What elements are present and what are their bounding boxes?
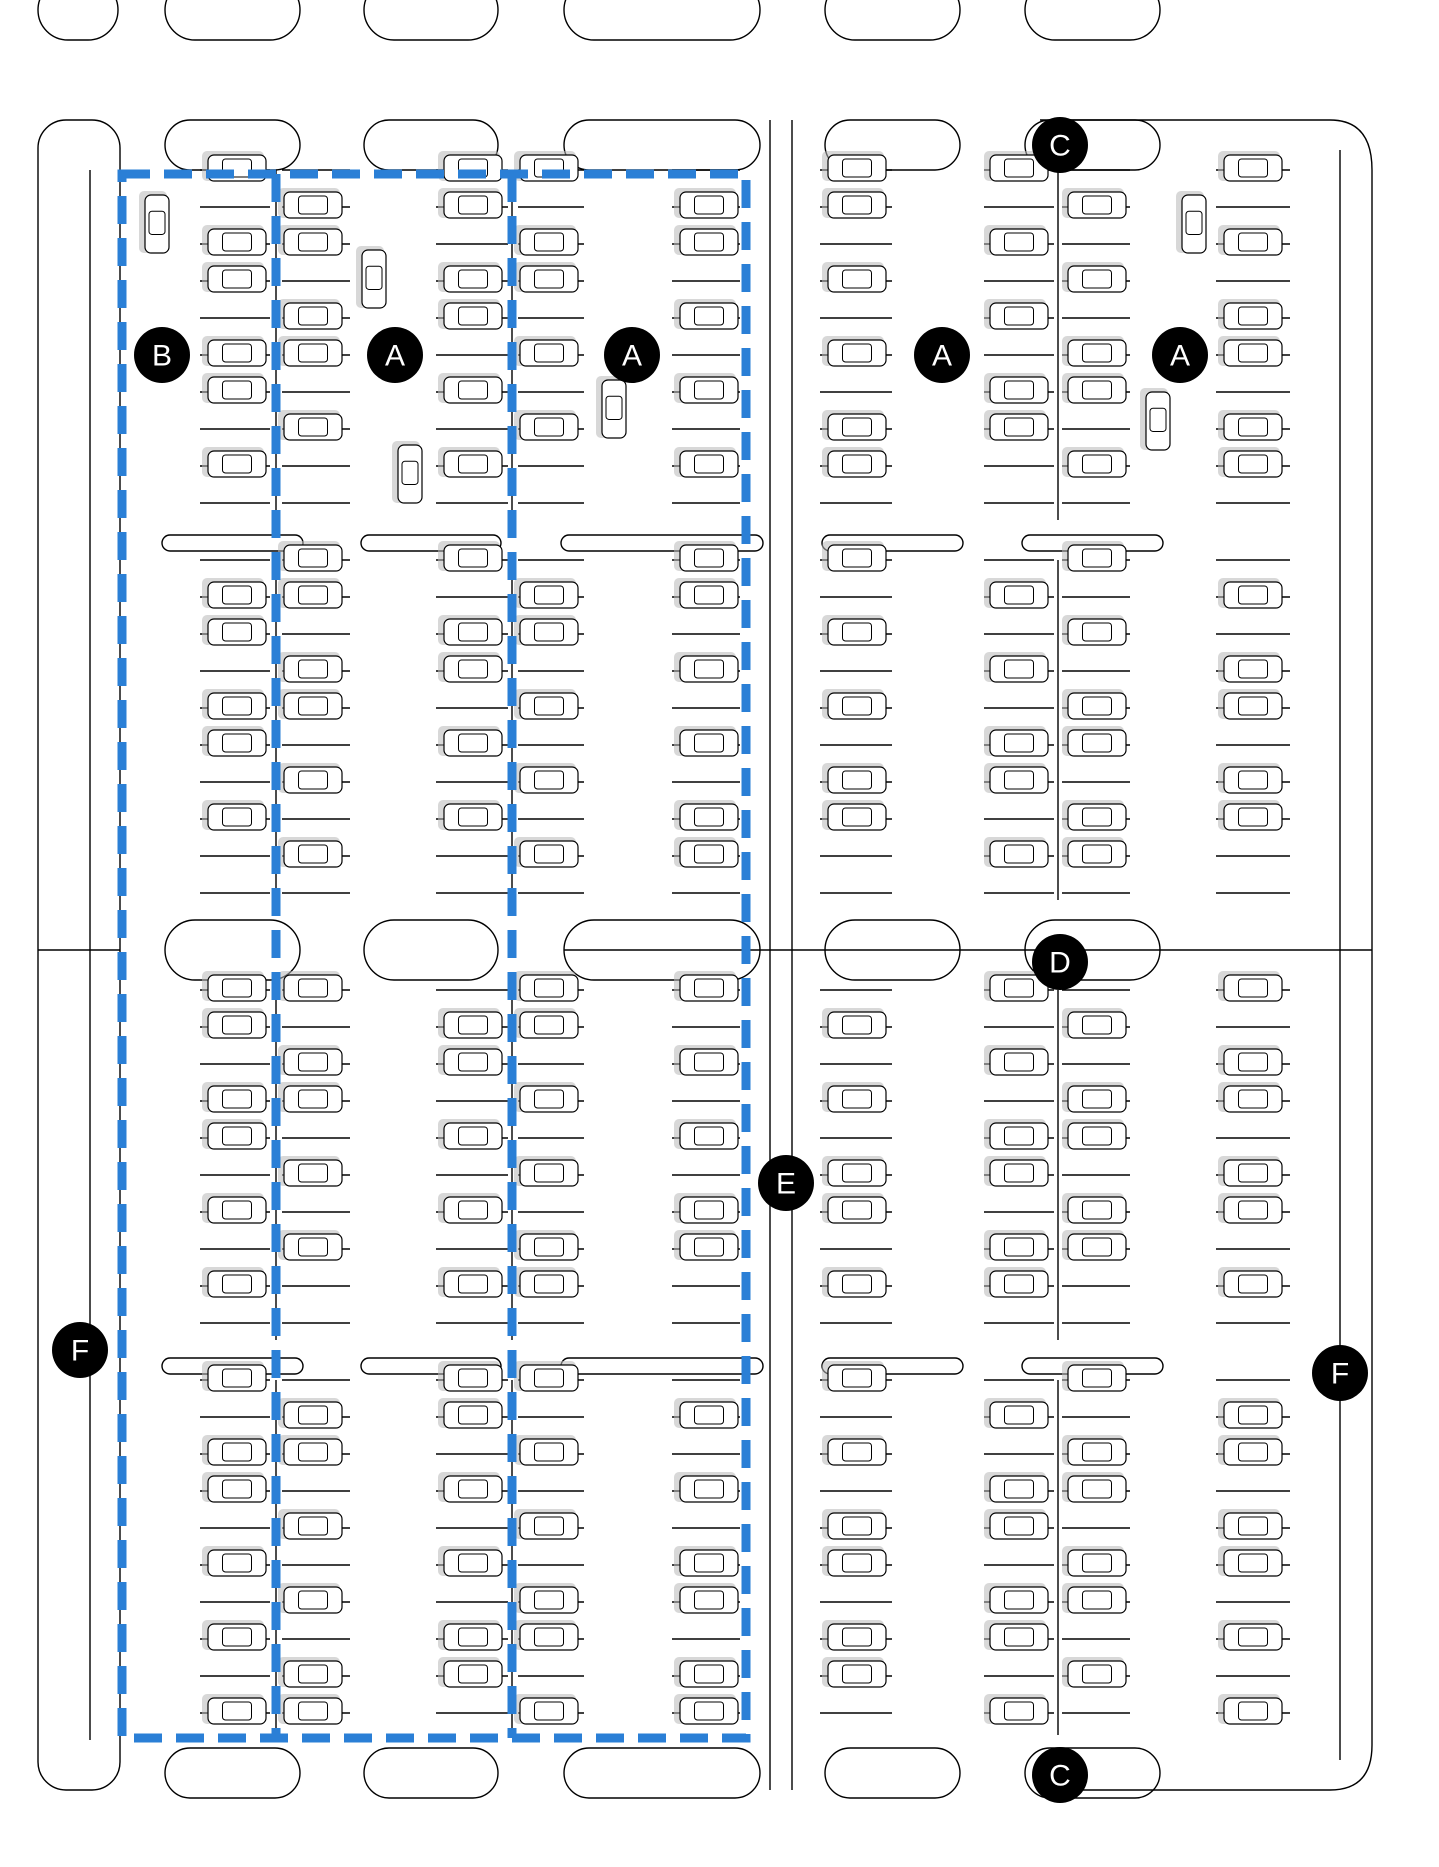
marker-c2 <box>1032 1747 1088 1803</box>
marker-label: A <box>1169 339 1191 373</box>
mid-island <box>561 1358 763 1374</box>
marker-label: A <box>384 339 406 373</box>
marker-label: C <box>1049 129 1071 163</box>
highlight-zone-layer <box>122 174 746 1738</box>
parked-cars <box>139 151 1282 1724</box>
marker-a4 <box>1152 327 1208 383</box>
marker-label: F <box>70 1334 90 1368</box>
top-island-cap <box>165 0 300 40</box>
top-island-cap <box>1025 0 1160 40</box>
marker-b <box>134 327 190 383</box>
right-walkway <box>1040 120 1372 1790</box>
center-island <box>364 920 498 980</box>
marker-label: B <box>151 339 173 373</box>
marker-label: A <box>931 339 953 373</box>
marker-label: D <box>1049 946 1071 980</box>
marker-a1 <box>367 327 423 383</box>
marker-e <box>758 1155 814 1211</box>
end-island <box>564 120 760 170</box>
marker-label: E <box>775 1167 797 1201</box>
marker-label: A <box>621 339 643 373</box>
highlight-zone-outline <box>122 174 746 1738</box>
top-island-cap <box>825 0 960 40</box>
top-left-cap <box>38 0 118 40</box>
marker-f2 <box>1312 1345 1368 1401</box>
marker-a2 <box>604 327 660 383</box>
end-island-bottom <box>825 1748 960 1798</box>
top-island-cap <box>364 0 498 40</box>
end-island-bottom <box>564 1748 760 1798</box>
marker-d <box>1032 934 1088 990</box>
top-island-cap <box>564 0 760 40</box>
highlighted-study-area <box>122 174 746 1738</box>
marker-label: F <box>1330 1357 1350 1391</box>
marker-a3 <box>914 327 970 383</box>
marker-label: C <box>1049 1759 1071 1793</box>
marker-c1 <box>1032 117 1088 173</box>
end-island-bottom <box>364 1748 498 1798</box>
marker-f1 <box>52 1322 108 1378</box>
end-island-bottom <box>165 1748 300 1798</box>
left-walkway <box>38 120 120 1790</box>
